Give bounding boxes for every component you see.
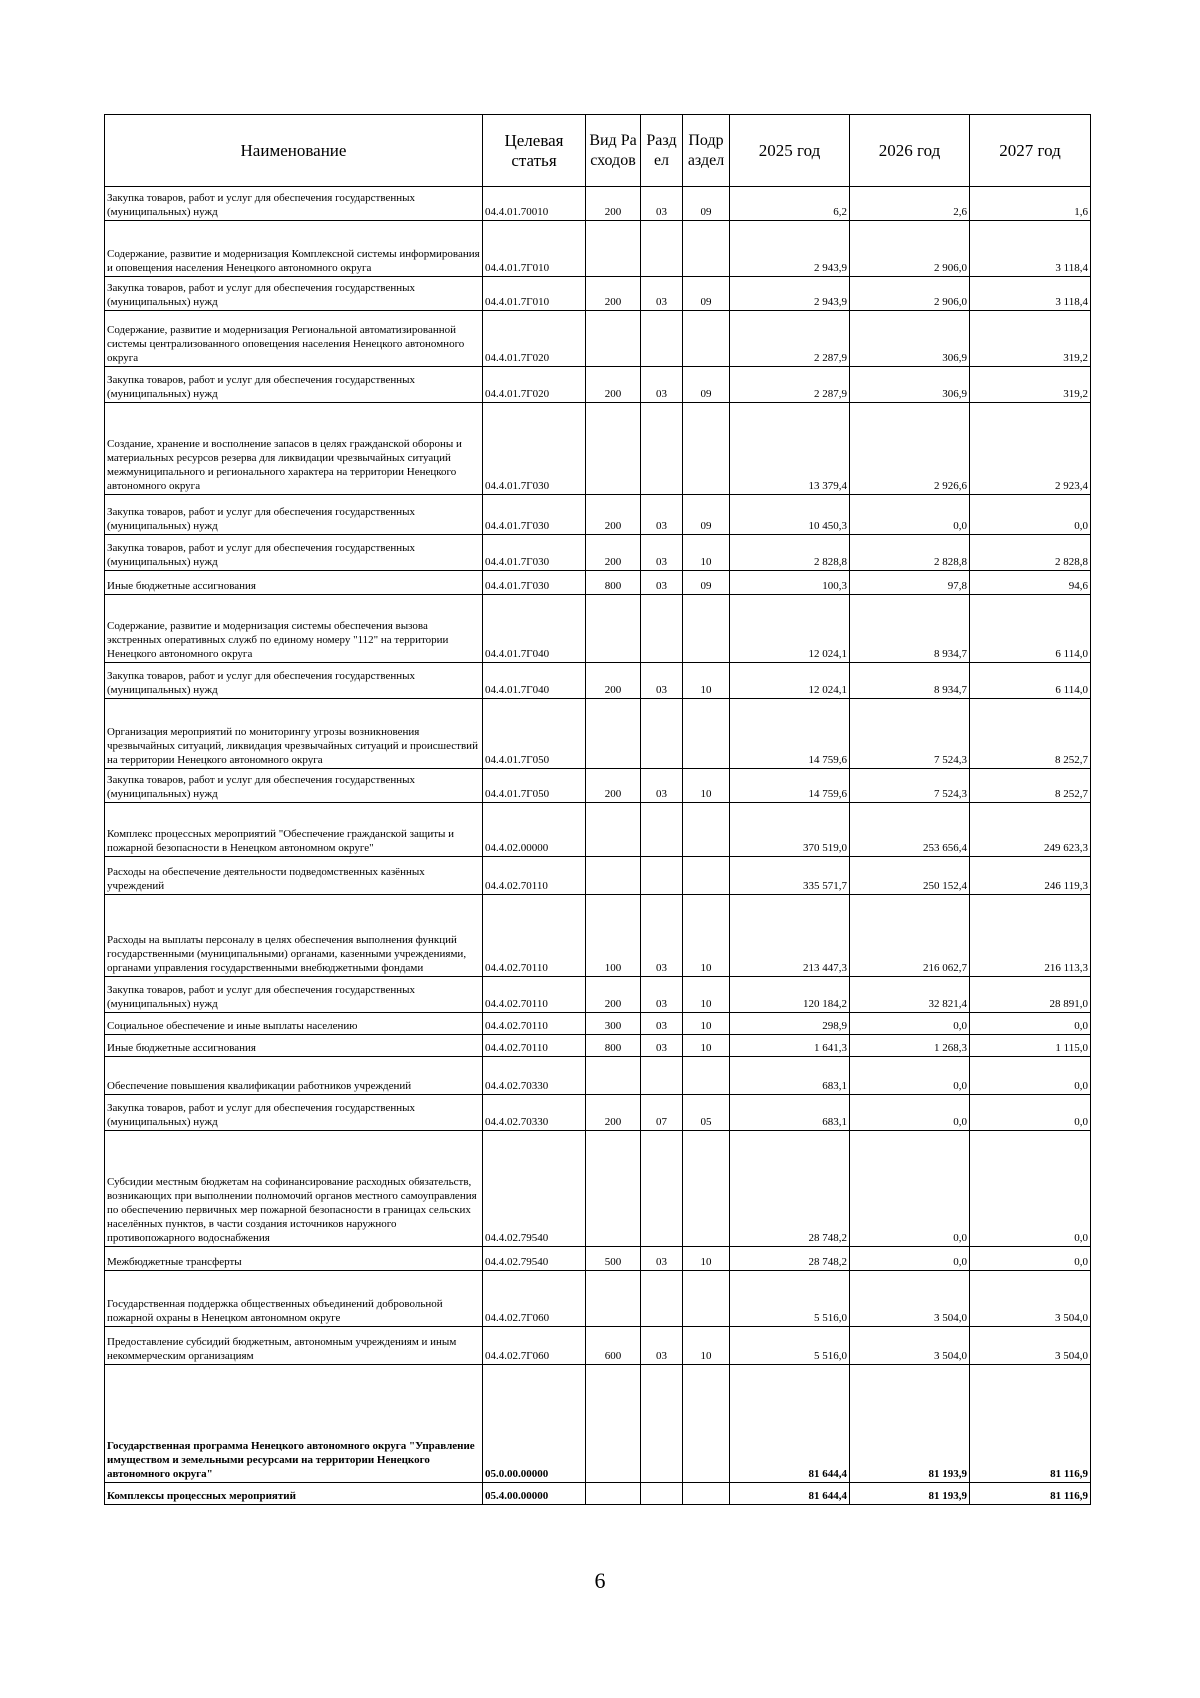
cell-2026: 8 934,7 <box>850 663 970 699</box>
cell-2026: 81 193,9 <box>850 1365 970 1483</box>
cell-razdel: 03 <box>641 895 683 977</box>
table-row <box>105 187 1091 221</box>
cell-2027: 216 113,3 <box>970 895 1091 977</box>
cell-2025: 683,1 <box>730 1057 850 1095</box>
cell-vid: 200 <box>586 535 641 571</box>
cell-target: 04.4.02.7Г060 <box>483 1327 586 1365</box>
cell-razdel <box>641 857 683 895</box>
cell-2025: 335 571,7 <box>730 857 850 895</box>
cell-podrazdel: 10 <box>683 1327 730 1365</box>
cell-vid: 200 <box>586 495 641 535</box>
cell-vid <box>586 1365 641 1483</box>
cell-2026: 0,0 <box>850 495 970 535</box>
cell-2025: 298,9 <box>730 1013 850 1035</box>
cell-name: Закупка товаров, работ и услуг для обеспечения государственных (муниципальных) нужд <box>105 367 483 403</box>
cell-target: 04.4.01.7Г050 <box>483 769 586 803</box>
cell-podrazdel <box>683 1483 730 1505</box>
cell-name: Содержание, развитие и модернизация Региональной автоматизированной системы централизованного оповещения населения Ненецкого автономного округа <box>105 311 483 367</box>
table-row <box>105 311 1091 367</box>
cell-2025: 13 379,4 <box>730 403 850 495</box>
table-row <box>105 663 1091 699</box>
cell-podrazdel <box>683 595 730 663</box>
table-row <box>105 571 1091 595</box>
cell-name: Содержание, развитие и модернизация системы обеспечения вызова экстренных оперативных служб по единому номеру "112" на территории Ненецкого автономного округа <box>105 595 483 663</box>
cell-razdel: 03 <box>641 535 683 571</box>
cell-2026: 97,8 <box>850 571 970 595</box>
cell-2026: 0,0 <box>850 1057 970 1095</box>
cell-target: 04.4.01.70010 <box>483 187 586 221</box>
budget-table <box>104 114 1091 1505</box>
cell-target: 05.0.00.00000 <box>483 1365 586 1483</box>
cell-podrazdel: 05 <box>683 1095 730 1131</box>
table-row <box>105 403 1091 495</box>
cell-target: 04.4.01.7Г030 <box>483 403 586 495</box>
cell-podrazdel <box>683 1131 730 1247</box>
cell-vid: 500 <box>586 1247 641 1271</box>
cell-vid: 800 <box>586 1035 641 1057</box>
cell-2026: 7 524,3 <box>850 769 970 803</box>
cell-2025: 2 287,9 <box>730 311 850 367</box>
cell-target: 04.4.02.70110 <box>483 895 586 977</box>
cell-2025: 14 759,6 <box>730 769 850 803</box>
cell-target: 04.4.01.7Г020 <box>483 367 586 403</box>
cell-target: 04.4.02.7Г060 <box>483 1271 586 1327</box>
cell-razdel <box>641 1131 683 1247</box>
cell-2027: 246 119,3 <box>970 857 1091 895</box>
cell-name: Закупка товаров, работ и услуг для обеспечения государственных (муниципальных) нужд <box>105 187 483 221</box>
cell-vid <box>586 857 641 895</box>
cell-razdel: 03 <box>641 1013 683 1035</box>
cell-2025: 81 644,4 <box>730 1365 850 1483</box>
cell-vid <box>586 311 641 367</box>
cell-2025: 81 644,4 <box>730 1483 850 1505</box>
cell-2026: 8 934,7 <box>850 595 970 663</box>
cell-2027: 3 118,4 <box>970 221 1091 277</box>
cell-2027: 0,0 <box>970 1247 1091 1271</box>
cell-razdel <box>641 1365 683 1483</box>
cell-podrazdel: 10 <box>683 663 730 699</box>
cell-2026: 250 152,4 <box>850 857 970 895</box>
cell-razdel: 03 <box>641 277 683 311</box>
cell-podrazdel: 09 <box>683 277 730 311</box>
cell-name: Расходы на обеспечение деятельности подведомственных казённых учреждений <box>105 857 483 895</box>
cell-2025: 120 184,2 <box>730 977 850 1013</box>
cell-2027: 2 923,4 <box>970 403 1091 495</box>
cell-name: Закупка товаров, работ и услуг для обеспечения государственных (муниципальных) нужд <box>105 277 483 311</box>
table-row <box>105 1271 1091 1327</box>
table-row <box>105 595 1091 663</box>
cell-podrazdel <box>683 403 730 495</box>
cell-2027: 3 118,4 <box>970 277 1091 311</box>
cell-2027: 3 504,0 <box>970 1271 1091 1327</box>
cell-2026: 0,0 <box>850 1247 970 1271</box>
cell-vid: 800 <box>586 571 641 595</box>
cell-target: 04.4.01.7Г010 <box>483 221 586 277</box>
table-row <box>105 1035 1091 1057</box>
cell-name: Комплексы процессных мероприятий <box>105 1483 483 1505</box>
header-vid: Вид Расходов <box>586 115 641 187</box>
cell-name: Расходы на выплаты персоналу в целях обеспечения выполнения функций государственными (муниципальными) органами, казенными учреждениями, органами управления государственными внебюджетными фондами <box>105 895 483 977</box>
cell-podrazdel: 10 <box>683 1247 730 1271</box>
cell-razdel <box>641 403 683 495</box>
table-row <box>105 895 1091 977</box>
cell-2026: 81 193,9 <box>850 1483 970 1505</box>
table-body <box>105 187 1091 1505</box>
cell-2025: 2 943,9 <box>730 221 850 277</box>
cell-vid <box>586 1057 641 1095</box>
cell-name: Закупка товаров, работ и услуг для обеспечения государственных (муниципальных) нужд <box>105 977 483 1013</box>
cell-target: 04.4.02.70110 <box>483 1013 586 1035</box>
cell-2027: 249 623,3 <box>970 803 1091 857</box>
cell-2027: 6 114,0 <box>970 663 1091 699</box>
cell-vid <box>586 221 641 277</box>
cell-2025: 5 516,0 <box>730 1327 850 1365</box>
cell-podrazdel <box>683 803 730 857</box>
cell-name: Организация мероприятий по мониторингу угрозы возникновения чрезвычайных ситуаций, ликвидация чрезвычайных ситуаций и происшествий на территории Ненецкого автономного округа <box>105 699 483 769</box>
cell-podrazdel <box>683 1271 730 1327</box>
cell-name: Социальное обеспечение и иные выплаты населению <box>105 1013 483 1035</box>
cell-2026: 306,9 <box>850 367 970 403</box>
cell-name: Закупка товаров, работ и услуг для обеспечения государственных (муниципальных) нужд <box>105 495 483 535</box>
cell-razdel: 03 <box>641 769 683 803</box>
cell-2026: 1 268,3 <box>850 1035 970 1057</box>
cell-name: Государственная поддержка общественных объединений добровольной пожарной охраны в Ненецком автономном округе <box>105 1271 483 1327</box>
cell-razdel: 03 <box>641 571 683 595</box>
cell-2025: 1 641,3 <box>730 1035 850 1057</box>
cell-2026: 2 828,8 <box>850 535 970 571</box>
cell-vid <box>586 595 641 663</box>
cell-2027: 3 504,0 <box>970 1327 1091 1365</box>
page-number: 6 <box>594 1568 606 1593</box>
cell-vid <box>586 699 641 769</box>
table-row <box>105 1013 1091 1035</box>
cell-name: Закупка товаров, работ и услуг для обеспечения государственных (муниципальных) нужд <box>105 663 483 699</box>
table-row <box>105 495 1091 535</box>
cell-2027: 319,2 <box>970 367 1091 403</box>
table-row <box>105 1057 1091 1095</box>
header-2025: 2025 год <box>730 115 850 187</box>
cell-razdel: 03 <box>641 663 683 699</box>
cell-vid <box>586 1271 641 1327</box>
table-row <box>105 367 1091 403</box>
table-row <box>105 1365 1091 1483</box>
cell-2027: 6 114,0 <box>970 595 1091 663</box>
table-row <box>105 699 1091 769</box>
cell-vid: 600 <box>586 1327 641 1365</box>
cell-name: Иные бюджетные ассигнования <box>105 571 483 595</box>
cell-2027: 0,0 <box>970 495 1091 535</box>
cell-2027: 81 116,9 <box>970 1483 1091 1505</box>
cell-2027: 0,0 <box>970 1013 1091 1035</box>
cell-razdel: 03 <box>641 977 683 1013</box>
table-row <box>105 1131 1091 1247</box>
cell-2025: 10 450,3 <box>730 495 850 535</box>
cell-2025: 683,1 <box>730 1095 850 1131</box>
cell-podrazdel <box>683 857 730 895</box>
cell-razdel <box>641 699 683 769</box>
table-row <box>105 857 1091 895</box>
cell-vid: 200 <box>586 663 641 699</box>
cell-target: 04.4.02.70330 <box>483 1095 586 1131</box>
cell-name: Предоставление субсидий бюджетным, автономным учреждениям и иным некоммерческим организациям <box>105 1327 483 1365</box>
cell-2026: 3 504,0 <box>850 1271 970 1327</box>
cell-target: 04.4.01.7Г030 <box>483 571 586 595</box>
cell-vid: 200 <box>586 1095 641 1131</box>
cell-target: 04.4.01.7Г050 <box>483 699 586 769</box>
cell-2026: 306,9 <box>850 311 970 367</box>
table-row <box>105 977 1091 1013</box>
cell-2027: 94,6 <box>970 571 1091 595</box>
cell-2026: 32 821,4 <box>850 977 970 1013</box>
cell-target: 04.4.01.7Г030 <box>483 495 586 535</box>
cell-razdel <box>641 1057 683 1095</box>
cell-2026: 2,6 <box>850 187 970 221</box>
header-target: Целевая статья <box>483 115 586 187</box>
cell-podrazdel <box>683 1365 730 1483</box>
cell-target: 04.4.02.70110 <box>483 977 586 1013</box>
cell-vid: 100 <box>586 895 641 977</box>
cell-razdel <box>641 803 683 857</box>
table-row <box>105 1327 1091 1365</box>
cell-name: Комплекс процессных мероприятий "Обеспечение гражданской защиты и пожарной безопасности в Ненецком автономном округе" <box>105 803 483 857</box>
cell-2027: 1,6 <box>970 187 1091 221</box>
cell-2027: 28 891,0 <box>970 977 1091 1013</box>
cell-razdel: 03 <box>641 187 683 221</box>
cell-2027: 0,0 <box>970 1057 1091 1095</box>
cell-podrazdel: 09 <box>683 571 730 595</box>
cell-2025: 12 024,1 <box>730 663 850 699</box>
cell-2026: 0,0 <box>850 1013 970 1035</box>
cell-razdel: 03 <box>641 1327 683 1365</box>
cell-podrazdel: 10 <box>683 1035 730 1057</box>
cell-2025: 5 516,0 <box>730 1271 850 1327</box>
cell-target: 04.4.02.79540 <box>483 1131 586 1247</box>
cell-2026: 253 656,4 <box>850 803 970 857</box>
cell-podrazdel <box>683 1057 730 1095</box>
cell-podrazdel: 10 <box>683 535 730 571</box>
table-row <box>105 1483 1091 1505</box>
cell-razdel <box>641 595 683 663</box>
cell-2025: 370 519,0 <box>730 803 850 857</box>
cell-2025: 2 287,9 <box>730 367 850 403</box>
cell-2025: 12 024,1 <box>730 595 850 663</box>
cell-2026: 2 926,6 <box>850 403 970 495</box>
cell-2027: 2 828,8 <box>970 535 1091 571</box>
cell-2025: 2 943,9 <box>730 277 850 311</box>
cell-podrazdel: 10 <box>683 977 730 1013</box>
cell-name: Иные бюджетные ассигнования <box>105 1035 483 1057</box>
cell-vid: 300 <box>586 1013 641 1035</box>
cell-2025: 2 828,8 <box>730 535 850 571</box>
cell-razdel: 03 <box>641 495 683 535</box>
cell-2027: 8 252,7 <box>970 769 1091 803</box>
cell-vid: 200 <box>586 367 641 403</box>
cell-vid <box>586 803 641 857</box>
cell-vid <box>586 1131 641 1247</box>
cell-podrazdel <box>683 221 730 277</box>
cell-2027: 319,2 <box>970 311 1091 367</box>
cell-razdel: 03 <box>641 1247 683 1271</box>
cell-2026: 0,0 <box>850 1095 970 1131</box>
cell-podrazdel <box>683 699 730 769</box>
cell-2025: 28 748,2 <box>730 1247 850 1271</box>
cell-podrazdel: 10 <box>683 769 730 803</box>
cell-target: 04.4.01.7Г040 <box>483 663 586 699</box>
header-2026: 2026 год <box>850 115 970 187</box>
cell-vid <box>586 403 641 495</box>
cell-name: Обеспечение повышения квалификации работников учреждений <box>105 1057 483 1095</box>
table-row <box>105 1247 1091 1271</box>
cell-2027: 0,0 <box>970 1131 1091 1247</box>
cell-name: Создание, хранение и восполнение запасов в целях гражданской обороны и материальных ресурсов резерва для ликвидации чрезвычайных ситуаций межмуниципального и регионального характера на территории Ненецкого автономного округа <box>105 403 483 495</box>
cell-2026: 3 504,0 <box>850 1327 970 1365</box>
cell-razdel <box>641 1483 683 1505</box>
cell-2025: 100,3 <box>730 571 850 595</box>
cell-razdel: 03 <box>641 367 683 403</box>
table-row <box>105 221 1091 277</box>
cell-2025: 213 447,3 <box>730 895 850 977</box>
cell-2026: 2 906,0 <box>850 221 970 277</box>
table-row <box>105 769 1091 803</box>
cell-target: 04.4.01.7Г010 <box>483 277 586 311</box>
cell-podrazdel <box>683 311 730 367</box>
cell-2026: 7 524,3 <box>850 699 970 769</box>
cell-razdel <box>641 311 683 367</box>
table-row <box>105 803 1091 857</box>
cell-2025: 14 759,6 <box>730 699 850 769</box>
cell-target: 04.4.01.7Г040 <box>483 595 586 663</box>
cell-target: 04.4.01.7Г030 <box>483 535 586 571</box>
cell-name: Закупка товаров, работ и услуг для обеспечения государственных (муниципальных) нужд <box>105 535 483 571</box>
cell-podrazdel: 10 <box>683 895 730 977</box>
cell-name: Субсидии местным бюджетам на софинансирование расходных обязательств, возникающих при выполнении полномочий органов местного самоуправления по обеспечению первичных мер пожарной безопасности в границах сельских населённых пунктов, в части создания источников наружного противопожарного водоснабжения <box>105 1131 483 1247</box>
cell-razdel: 07 <box>641 1095 683 1131</box>
cell-vid: 200 <box>586 977 641 1013</box>
cell-vid <box>586 1483 641 1505</box>
cell-2027: 1 115,0 <box>970 1035 1091 1057</box>
cell-2027: 0,0 <box>970 1095 1091 1131</box>
cell-name: Закупка товаров, работ и услуг для обеспечения государственных (муниципальных) нужд <box>105 769 483 803</box>
table-header <box>105 115 1091 187</box>
cell-target: 04.4.02.70110 <box>483 857 586 895</box>
cell-name: Межбюджетные трансферты <box>105 1247 483 1271</box>
table-row <box>105 277 1091 311</box>
cell-razdel <box>641 1271 683 1327</box>
cell-2026: 0,0 <box>850 1131 970 1247</box>
cell-2027: 8 252,7 <box>970 699 1091 769</box>
cell-2025: 28 748,2 <box>730 1131 850 1247</box>
cell-target: 04.4.02.00000 <box>483 803 586 857</box>
cell-target: 04.4.01.7Г020 <box>483 311 586 367</box>
cell-target: 04.4.02.79540 <box>483 1247 586 1271</box>
cell-name: Закупка товаров, работ и услуг для обеспечения государственных (муниципальных) нужд <box>105 1095 483 1131</box>
cell-2026: 2 906,0 <box>850 277 970 311</box>
cell-razdel <box>641 221 683 277</box>
cell-razdel: 03 <box>641 1035 683 1057</box>
cell-vid: 200 <box>586 769 641 803</box>
cell-podrazdel: 10 <box>683 1013 730 1035</box>
cell-podrazdel: 09 <box>683 367 730 403</box>
cell-name: Содержание, развитие и модернизация Комплексной системы информирования и оповещения населения Ненецкого автономного округа <box>105 221 483 277</box>
header-2027: 2027 год <box>970 115 1091 187</box>
cell-2025: 6,2 <box>730 187 850 221</box>
header-razdel: Раздел <box>641 115 683 187</box>
table-row <box>105 1095 1091 1131</box>
cell-target: 05.4.00.00000 <box>483 1483 586 1505</box>
cell-podrazdel: 09 <box>683 187 730 221</box>
header-name: Наименование <box>105 115 483 187</box>
header-podrazdel: Подраздел <box>683 115 730 187</box>
table-row <box>105 535 1091 571</box>
cell-vid: 200 <box>586 187 641 221</box>
cell-2026: 216 062,7 <box>850 895 970 977</box>
cell-podrazdel: 09 <box>683 495 730 535</box>
cell-vid: 200 <box>586 277 641 311</box>
cell-target: 04.4.02.70330 <box>483 1057 586 1095</box>
cell-name: Государственная программа Ненецкого автономного округа "Управление имуществом и земельными ресурсами на территории Ненецкого автономного округа" <box>105 1365 483 1483</box>
cell-2027: 81 116,9 <box>970 1365 1091 1483</box>
cell-target: 04.4.02.70110 <box>483 1035 586 1057</box>
